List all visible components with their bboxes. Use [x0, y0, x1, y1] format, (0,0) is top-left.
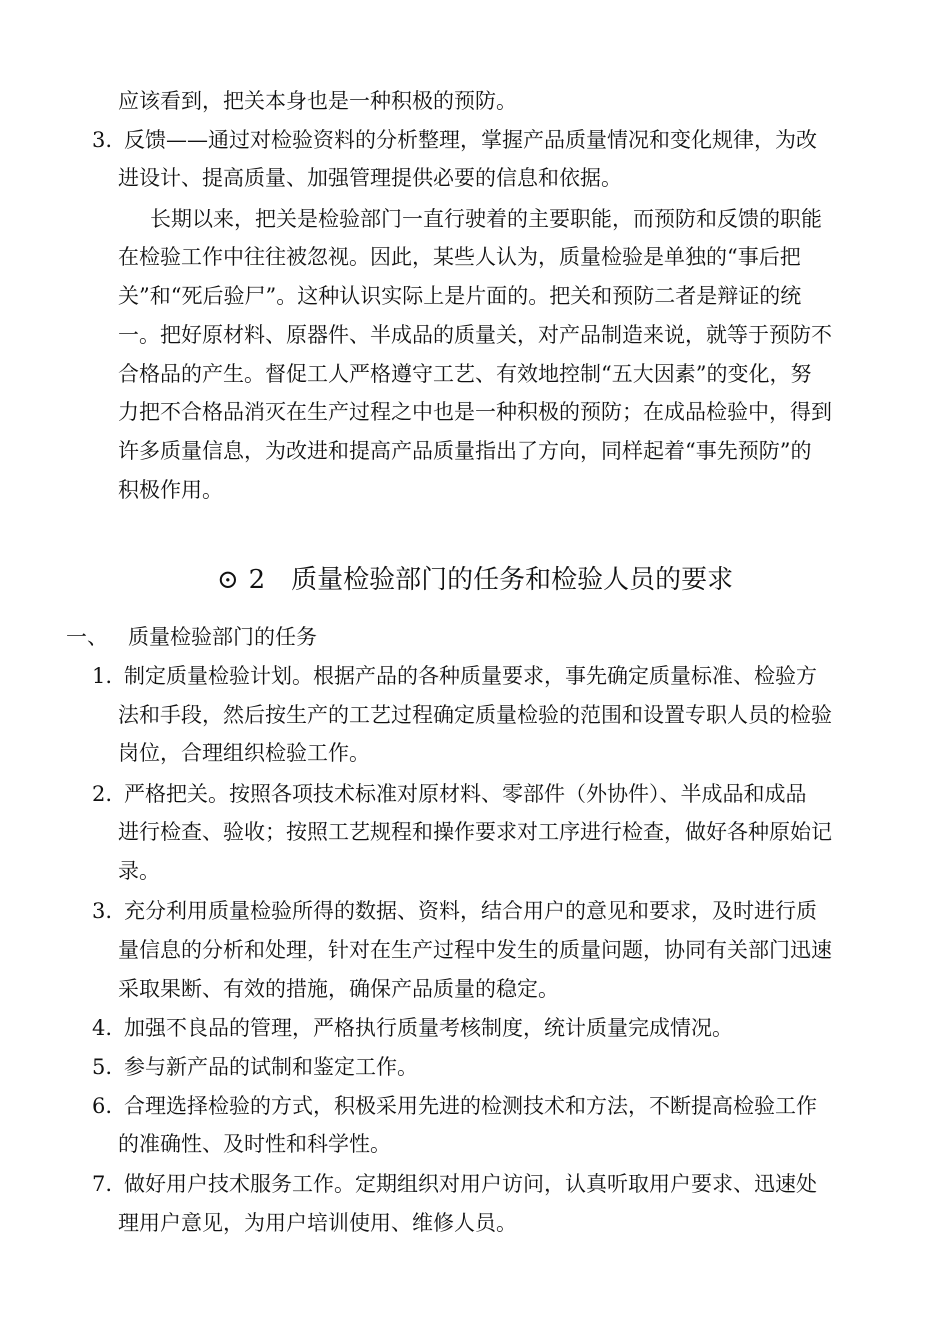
list-item-text: 的准确性、及时性和科学性。	[118, 1132, 391, 1156]
list-item-number: 7.	[92, 1172, 113, 1196]
subsection-number: 一、	[66, 625, 108, 649]
list-item-text: 反馈——通过对检验资料的分析整理，掌握产品质量情况和变化规律，为改	[124, 128, 817, 152]
list-item-text: 采取果断、有效的措施，确保产品质量的稳定。	[118, 977, 559, 1001]
list-item-text: 量信息的分析和处理，针对在生产过程中发生的质量问题，协同有关部门迅速	[118, 938, 832, 962]
list-item-text: 法和手段，然后按生产的工艺过程确定质量检验的范围和设置专职人员的检验	[118, 703, 832, 727]
section-number: 2	[248, 565, 266, 595]
list-item-text: 严格把关。按照各项技术标准对原材料、零部件（外协件）、半成品和成品	[124, 782, 807, 806]
paragraph-line: 在检验工作中往往被忽视。因此，某些人认为，质量检验是单独的“事后把	[118, 245, 801, 269]
list-item-text: 合理选择检验的方式，积极采用先进的检测技术和方法，不断提高检验工作	[124, 1094, 817, 1118]
paragraph-line: 许多质量信息，为改进和提高产品质量指出了方向，同样起着“事先预防”的	[118, 439, 812, 463]
paragraph-line: 积极作用。	[118, 478, 223, 502]
intro-line: 应该看到，把关本身也是一种积极的预防。	[118, 89, 517, 113]
paragraph-line: 合格品的产生。督促工人严格遵守工艺、有效地控制“五大因素”的变化，努	[118, 362, 812, 386]
list-item-number: 1.	[92, 664, 113, 688]
list-item-text: 制定质量检验计划。根据产品的各种质量要求，事先确定质量标准、检验方	[124, 664, 817, 688]
list-item-text: 进设计、提高质量、加强管理提供必要的信息和依据。	[118, 166, 622, 190]
list-item-text: 理用户意见，为用户培训使用、维修人员。	[118, 1211, 517, 1235]
list-item-number: 6.	[92, 1094, 113, 1118]
list-item-number: 3.	[92, 899, 113, 923]
list-item-text: 岗位，合理组织检验工作。	[118, 741, 370, 765]
list-item-number: 5.	[92, 1055, 113, 1079]
paragraph-line: 关”和“死后验尸”。这种认识实际上是片面的。把关和预防二者是辩证的统	[118, 284, 802, 308]
list-item-text: 加强不良品的管理，严格执行质量考核制度，统计质量完成情况。	[124, 1016, 733, 1040]
section-title: 质量检验部门的任务和检验人员的要求	[291, 565, 734, 595]
list-item-text: 做好用户技术服务工作。定期组织对用户访问，认真听取用户要求、迅速处	[124, 1172, 817, 1196]
list-item-text: 充分利用质量检验所得的数据、资料，结合用户的意见和要求，及时进行质	[124, 899, 817, 923]
list-item-text: 进行检查、验收；按照工艺规程和操作要求对工序进行检查，做好各种原始记	[118, 820, 832, 844]
paragraph-line: 一。把好原材料、原器件、半成品的质量关，对产品制造来说，就等于预防不	[118, 323, 832, 347]
subsection-title: 质量检验部门的任务	[128, 625, 317, 649]
paragraph-line: 力把不合格品消灭在生产过程之中也是一种积极的预防；在成品检验中，得到	[118, 400, 832, 424]
section-heading	[0, 560, 950, 600]
list-item-number: 2.	[92, 782, 113, 806]
list-item-text: 录。	[118, 859, 160, 883]
list-item-text: 参与新产品的试制和鉴定工作。	[124, 1055, 418, 1079]
circle-dot-icon: ⊙	[216, 565, 239, 595]
list-item-number: 4.	[92, 1016, 113, 1040]
list-item-number: 3.	[92, 128, 113, 152]
paragraph-line: 长期以来，把关是检验部门一直行驶着的主要职能，而预防和反馈的职能	[150, 207, 822, 231]
